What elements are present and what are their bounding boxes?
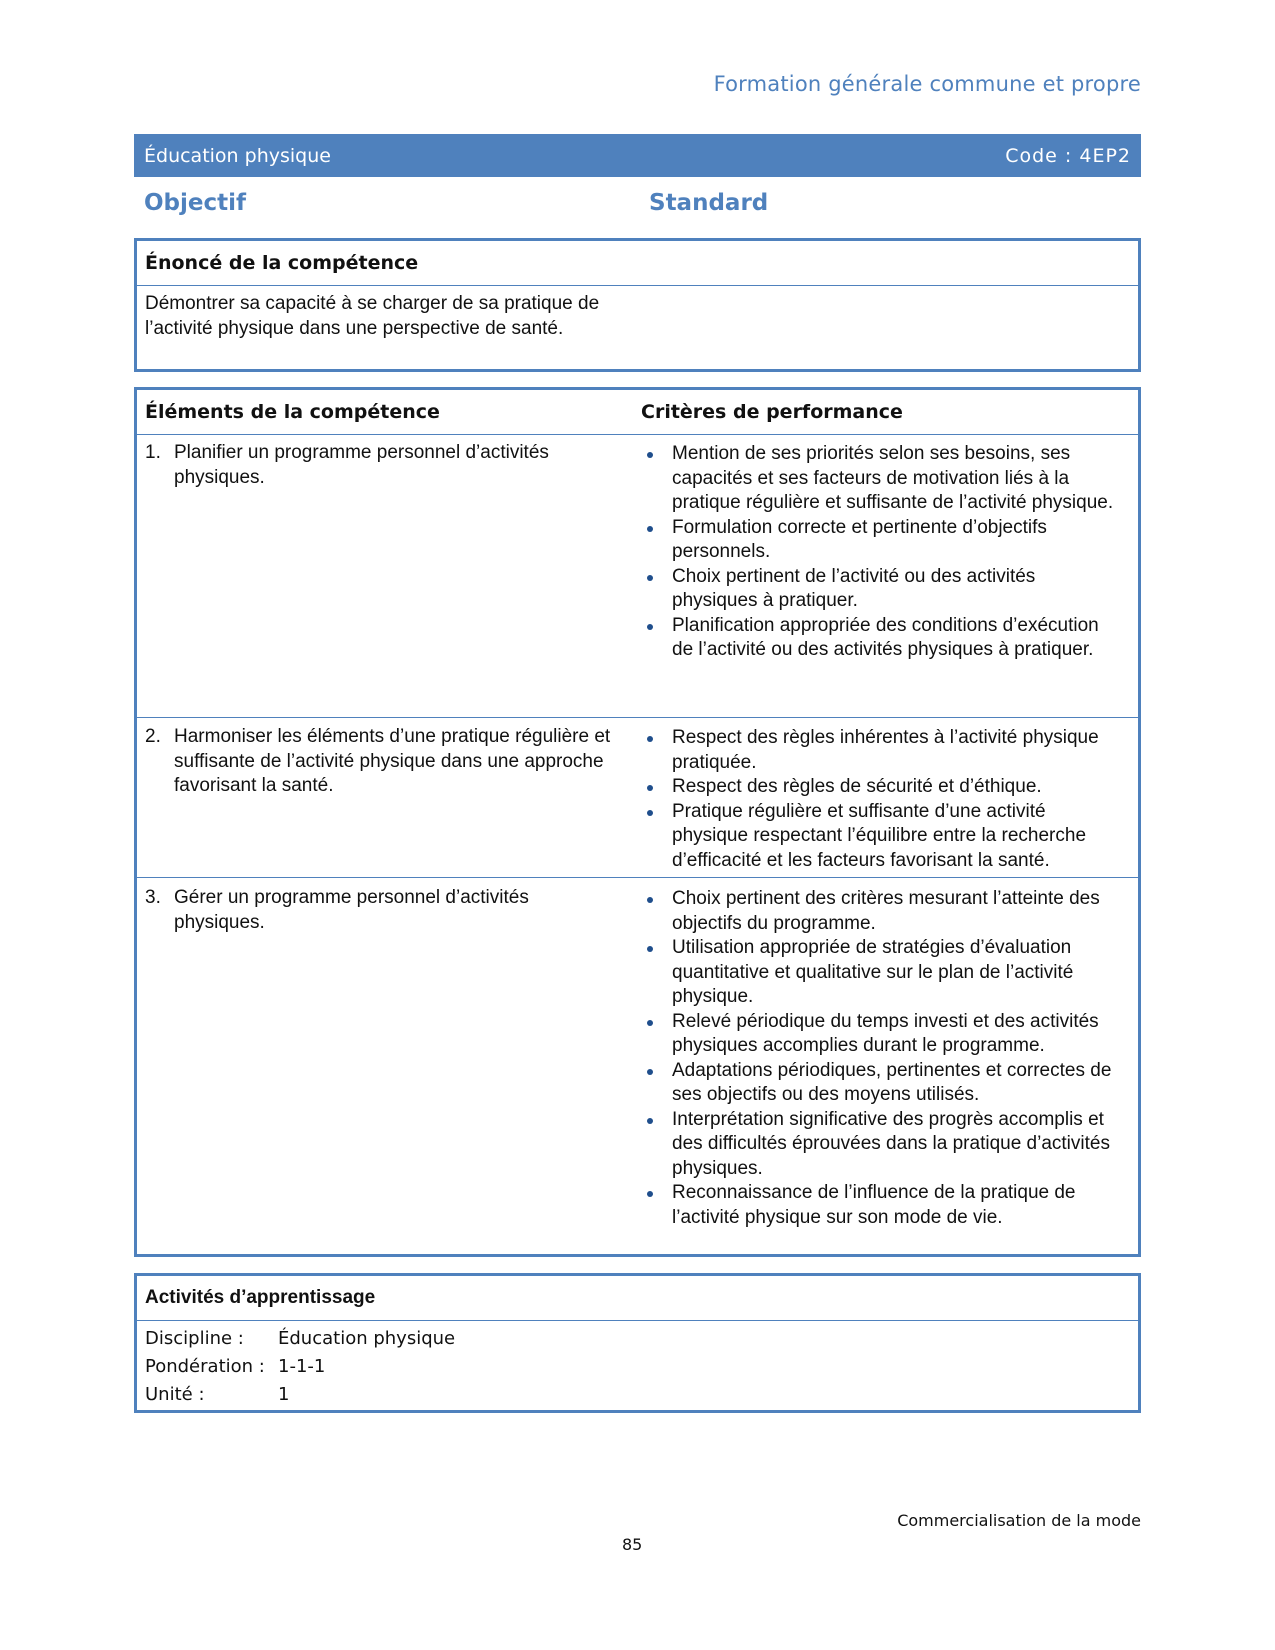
- subject-title: Éducation physique: [144, 144, 331, 167]
- page-header: Formation générale commune et propre: [713, 72, 1141, 96]
- standard-heading: Standard: [649, 190, 769, 216]
- criterion-item: Interprétation significative des progrès accomplis et des difficultés éprouvées dans la pratique d’activités physiques.: [641, 1108, 1121, 1182]
- table-row: [137, 433, 1138, 717]
- element-text: Harmoniser les éléments d’une pratique régulière et suffisante de l’activité physique dans une approche favorisant la santé.: [174, 726, 611, 796]
- criterion-item: Respect des règles de sécurité et d’éthique.: [641, 775, 1121, 800]
- criterion-item: Choix pertinent des critères mesurant l’atteinte des objectifs du programme.: [641, 887, 1121, 936]
- unit-row: [145, 1381, 1130, 1409]
- course-title-bar: [134, 134, 1141, 177]
- statement-title: Énoncé de la compétence: [137, 241, 1138, 286]
- discipline-label: Discipline :: [145, 1328, 244, 1349]
- criteria-list: [641, 442, 1121, 663]
- unit-value: 1: [278, 1384, 290, 1405]
- col-elements-header: Éléments de la compétence: [145, 401, 440, 423]
- criterion-item: Pratique régulière et suffisante d’une activité physique respectant l’équilibre entre la recherche d’efficacité et les facteurs favorisant la santé.: [641, 800, 1121, 874]
- criteria-list: [641, 726, 1121, 873]
- table-row: [137, 877, 1138, 1255]
- criterion-item: Relevé périodique du temps investi et des activités physiques accomplies durant le programme.: [641, 1010, 1121, 1059]
- activities-details: [137, 1321, 1138, 1413]
- criterion-item: Choix pertinent de l’activité ou des activités physiques à pratiquer.: [641, 565, 1121, 614]
- element-number: 1.: [145, 442, 161, 463]
- unit-label: Unité :: [145, 1384, 205, 1405]
- criterion-item: Mention de ses priorités selon ses besoins, ses capacités et ses facteurs de motivation liés à la pratique régulière et suffisante de l’activité physique.: [641, 442, 1121, 516]
- competence-table: [134, 387, 1141, 1257]
- criterion-item: Formulation correcte et pertinente d’objectifs personnels.: [641, 516, 1121, 565]
- statement-text: Démontrer sa capacité à se charger de sa pratique de l’activité physique dans une perspective de santé.: [145, 293, 600, 339]
- criterion-item: Utilisation appropriée de stratégies d’évaluation quantitative et qualitative sur le plan de l’activité physique.: [641, 936, 1121, 1010]
- objective-heading: Objectif: [144, 190, 247, 216]
- element-number: 3.: [145, 887, 161, 908]
- learning-activities-box: [134, 1273, 1141, 1413]
- element-cell: [145, 725, 615, 799]
- criteria-list: [641, 887, 1121, 1230]
- element-text: Gérer un programme personnel d’activités physiques.: [174, 887, 529, 933]
- course-code: Code : 4EP2: [1005, 144, 1131, 167]
- activities-title: Activités d’apprentissage: [137, 1276, 1138, 1321]
- element-cell: [145, 441, 615, 490]
- col-criteria-header: Critères de performance: [641, 401, 903, 423]
- table-header-row: [137, 390, 1138, 435]
- criterion-item: Reconnaissance de l’influence de la pratique de l’activité physique sur son mode de vie.: [641, 1181, 1121, 1230]
- weighting-row: [145, 1353, 1130, 1381]
- element-text: Planifier un programme personnel d’activités physiques.: [174, 442, 549, 488]
- discipline-value: Éducation physique: [278, 1328, 456, 1349]
- criterion-item: Respect des règles inhérentes à l’activité physique pratiquée.: [641, 726, 1121, 775]
- competence-statement-box: [134, 238, 1141, 372]
- page-number: 85: [622, 1535, 643, 1554]
- discipline-row: [145, 1325, 1130, 1353]
- footer-program: Commercialisation de la mode: [897, 1511, 1141, 1530]
- weighting-label: Pondération :: [145, 1356, 265, 1377]
- table-row: [137, 717, 1138, 878]
- criterion-item: Planification appropriée des conditions d’exécution de l’activité ou des activités physiques à pratiquer.: [641, 614, 1121, 663]
- criterion-item: Adaptations périodiques, pertinentes et correctes de ses objectifs ou des moyens utilisés.: [641, 1059, 1121, 1108]
- element-cell: [145, 886, 615, 935]
- weighting-value: 1-1-1: [278, 1356, 326, 1377]
- element-number: 2.: [145, 726, 161, 747]
